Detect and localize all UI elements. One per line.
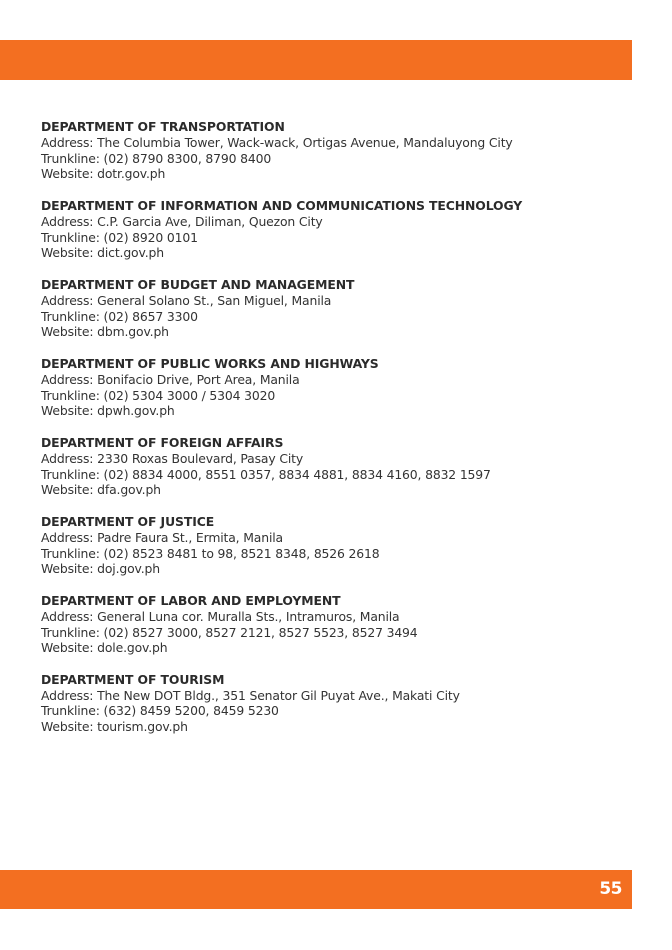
department-entry-dfa <box>41 435 641 498</box>
department-directory <box>41 119 641 751</box>
department-trunkline: Trunkline: (02) 5304 3000 / 5304 3020 <box>41 387 276 403</box>
department-name: DEPARTMENT OF TRANSPORTATION <box>41 119 285 134</box>
department-name: DEPARTMENT OF INFORMATION AND COMMUNICATIONS TECHNOLOGY <box>41 197 523 213</box>
department-name: DEPARTMENT OF TOURISM <box>41 671 225 687</box>
department-address: Address: 2330 Roxas Boulevard, Pasay City <box>41 450 304 466</box>
department-address: Address: C.P. Garcia Ave, Diliman, Quezon City <box>41 213 323 229</box>
department-website: Website: doj.gov.ph <box>41 561 160 577</box>
department-website: Website: dfa.gov.ph <box>41 482 161 498</box>
department-trunkline: Trunkline: (02) 8790 8300, 8790 8400 <box>41 150 272 166</box>
page-number: 55 <box>599 879 622 899</box>
department-website: Website: dict.gov.ph <box>41 245 164 261</box>
department-entry-dot <box>41 672 641 735</box>
department-trunkline: Trunkline: (02) 8657 3300 <box>41 308 198 324</box>
department-website: Website: dpwh.gov.ph <box>41 403 175 419</box>
department-entry-transportation <box>41 119 641 182</box>
department-entry-doj <box>41 514 641 577</box>
department-address: Address: The Columbia Tower, Wack-wack, Ortigas Avenue, Mandaluyong City <box>41 134 513 150</box>
department-trunkline: Trunkline: (02) 8834 4000, 8551 0357, 8834 4881, 8834 4160, 8832 1597 <box>41 466 491 482</box>
department-website: Website: dole.gov.ph <box>41 640 168 656</box>
department-name: DEPARTMENT OF LABOR AND EMPLOYMENT <box>41 592 341 608</box>
department-address: Address: Padre Faura St., Ermita, Manila <box>41 529 283 545</box>
department-name: DEPARTMENT OF JUSTICE <box>41 513 215 529</box>
department-website: Website: dotr.gov.ph <box>41 166 166 182</box>
department-trunkline: Trunkline: (02) 8523 8481 to 98, 8521 8348, 8526 2618 <box>41 545 380 561</box>
department-entry-dbm <box>41 277 641 340</box>
department-website: Website: tourism.gov.ph <box>41 719 188 735</box>
department-entry-dict <box>41 198 641 261</box>
department-address: Address: The New DOT Bldg., 351 Senator Gil Puyat Ave., Makati City <box>41 687 460 703</box>
department-entry-dole <box>41 593 641 656</box>
department-trunkline: Trunkline: (02) 8527 3000, 8527 2121, 8527 5523, 8527 3494 <box>41 624 418 640</box>
department-name: DEPARTMENT OF PUBLIC WORKS AND HIGHWAYS <box>41 355 379 371</box>
department-trunkline: Trunkline: (632) 8459 5200, 8459 5230 <box>41 703 279 719</box>
department-website: Website: dbm.gov.ph <box>41 324 169 340</box>
department-address: Address: General Luna cor. Muralla Sts., Intramuros, Manila <box>41 608 400 624</box>
department-address: Address: General Solano St., San Miguel, Manila <box>41 292 332 308</box>
department-address: Address: Bonifacio Drive, Port Area, Manila <box>41 371 300 387</box>
department-entry-dpwh <box>41 356 641 419</box>
footer-accent-bar <box>0 870 632 909</box>
department-trunkline: Trunkline: (02) 8920 0101 <box>41 229 198 245</box>
department-name: DEPARTMENT OF BUDGET AND MANAGEMENT <box>41 276 355 292</box>
header-accent-bar <box>0 40 632 80</box>
department-name: DEPARTMENT OF FOREIGN AFFAIRS <box>41 434 284 450</box>
